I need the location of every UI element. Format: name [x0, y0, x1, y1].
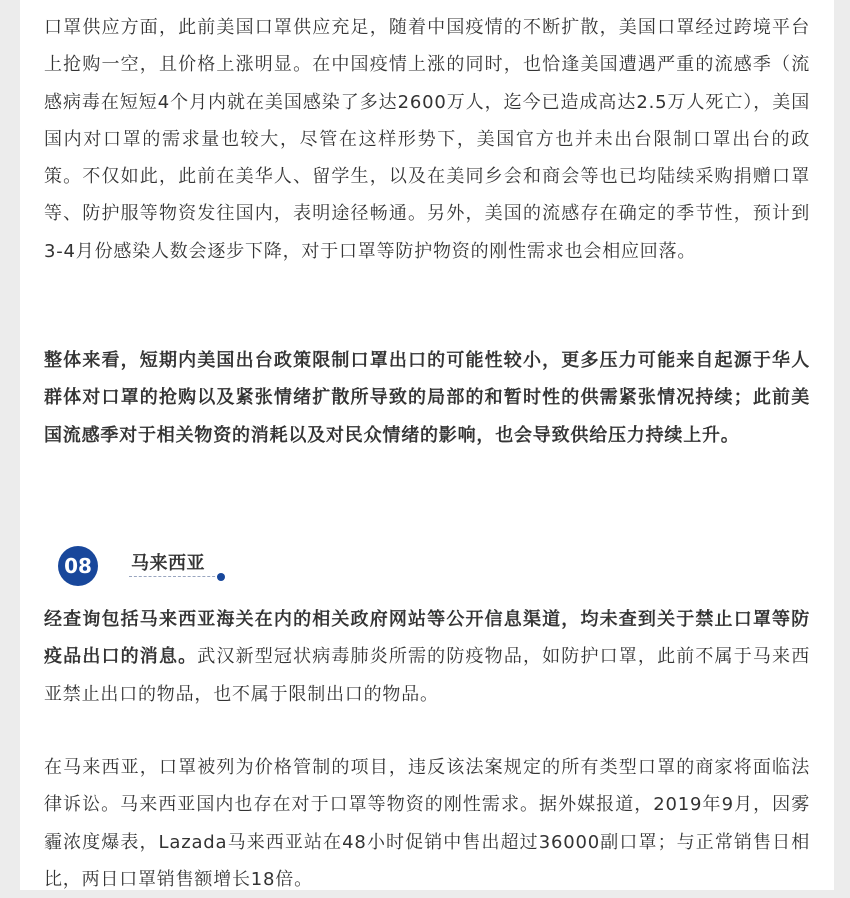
paragraph-malaysia-policy	[44, 601, 810, 713]
paragraph-us-summary: 整体来看，短期内美国出台政策限制口罩出口的可能性较小，更多压力可能来自起源于华人群体对口罩的抢购以及紧张情绪扩散所导致的局部的和暂时性的供需紧张情况持续；此前美国流感季对于相关物资的消耗以及对民众情绪的影响，也会导致供给压力持续上升。	[44, 350, 810, 446]
section-number-badge: 08	[58, 546, 98, 586]
section-title: 马来西亚	[131, 553, 205, 574]
section-title-dot	[217, 573, 225, 581]
paragraph-malaysia-policy-bold: 经查询包括马来西亚海关在内的相关政府网站等公开信息渠道，均未查到关于禁止口罩等防疫品出口的消息。	[44, 609, 810, 668]
paragraph-malaysia-policy-normal: 武汉新型冠状病毒肺炎所需的防疫物品，如防护口罩，此前不属于马来西亚禁止出口的物品，也不属于限制出口的物品。	[44, 646, 810, 705]
section-title-underline	[129, 576, 220, 577]
paragraph-malaysia-demand: 在马来西亚，口罩被列为价格管制的项目，违反该法案规定的所有类型口罩的商家将面临法律诉讼。马来西亚国内也存在对于口罩等物资的刚性需求。据外媒报道，2019年9月，因雾霾浓度爆表，Lazada马来西亚站在48小时促销中售出超过36000副口罩；与正常销售日相比，两日口罩销售额增长18倍。	[44, 757, 810, 890]
article-page	[20, 0, 834, 890]
paragraph-us-mask-supply: 口罩供应方面，此前美国口罩供应充足，随着中国疫情的不断扩散，美国口罩经过跨境平台上抢购一空，且价格上涨明显。在中国疫情上涨的同时，也恰逢美国遭遇严重的流感季（流感病毒在短短4个月内就在美国感染了多达2600万人，迄今已造成高达2.5万人死亡），美国国内对口罩的需求量也较大，尽管在这样形势下，美国官方也并未出台限制口罩出台的政策。不仅如此，此前在美华人、留学生，以及在美同乡会和商会等也已均陆续采购捐赠口罩等、防护服等物资发往国内，表明途径畅通。另外，美国的流感存在确定的季节性，预计到3-4月份感染人数会逐步下降，对于口罩等防护物资的刚性需求也会相应回落。	[44, 17, 810, 262]
